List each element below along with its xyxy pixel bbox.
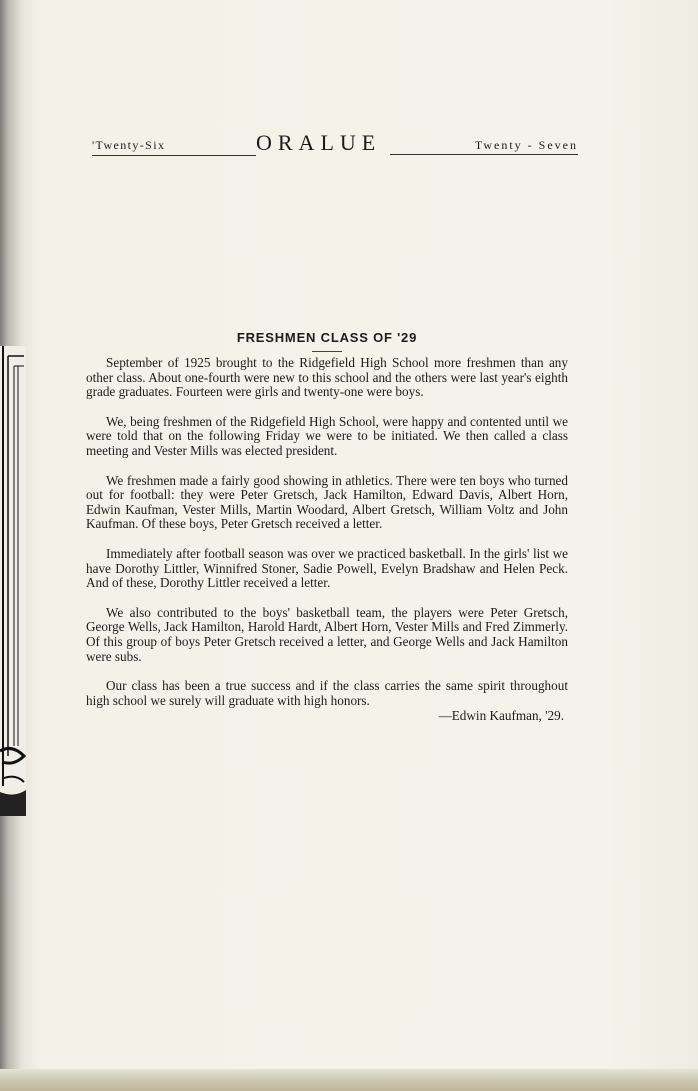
header-right-page-number: Twenty - Seven [474, 138, 578, 152]
page-bottom-edge [0, 1069, 698, 1091]
article-paragraph-1: September of 1925 brought to the Ridgefield High School more freshmen than any other class. About one-fourth were new to this school and the others were last year's eighth grade graduates. Fourteen were girls and twenty-one were boys. [86, 355, 568, 400]
running-header [92, 130, 578, 160]
header-left-page-number: 'Twenty-Six [92, 138, 166, 152]
article [86, 330, 568, 724]
header-rule-right [390, 154, 578, 155]
title-rule [312, 351, 342, 352]
article-paragraph-3: We freshmen made a fairly good showing in athletics. There were ten boys who turned out for football: they were Peter Gretsch, Jack Hamilton, Edward Davis, Albert Horn, Edwin Kaufman, Vester Mills, Martin Woodard, Albert Gretsch, William Voltz and John Kaufman. Of these boys, Peter Gretsch received a letter. [86, 472, 568, 532]
header-rule-left [92, 155, 256, 156]
article-title: FRESHMEN CLASS OF '29 [236, 330, 418, 345]
header-title: ORALUE [256, 130, 382, 155]
article-signature: —Edwin Kaufman, '29. [438, 708, 564, 724]
article-paragraph-5: We also contributed to the boys' basketball team, the players were Peter Gretsch, George Wells, Jack Hamilton, Harold Hardt, Albert Horn, Vester Mills and Fred Zimmerly. Of this group of boys Peter Gretsch received a letter, and George Wells and Jack Hamilton were subs. [86, 604, 568, 664]
facing-page-border-ornament [0, 346, 26, 816]
article-paragraph-4: Immediately after football season was over we practiced basketball. In the girls' list we have Dorothy Littler, Winnifred Stoner, Sadie Powell, Evelyn Bradshaw and Helen Peck. And of these, Dorothy Littler received a letter. [86, 545, 568, 591]
article-paragraph-6: Our class has been a true success and if the class carries the same spirit throughout high school we surely will graduate with high honors. [86, 678, 568, 708]
article-paragraph-2: We, being freshmen of the Ridgefield High School, were happy and contented until we were told that on the following Friday we were to be initiated. We then called a class meeting and Vester Mills was elected president. [86, 413, 568, 458]
